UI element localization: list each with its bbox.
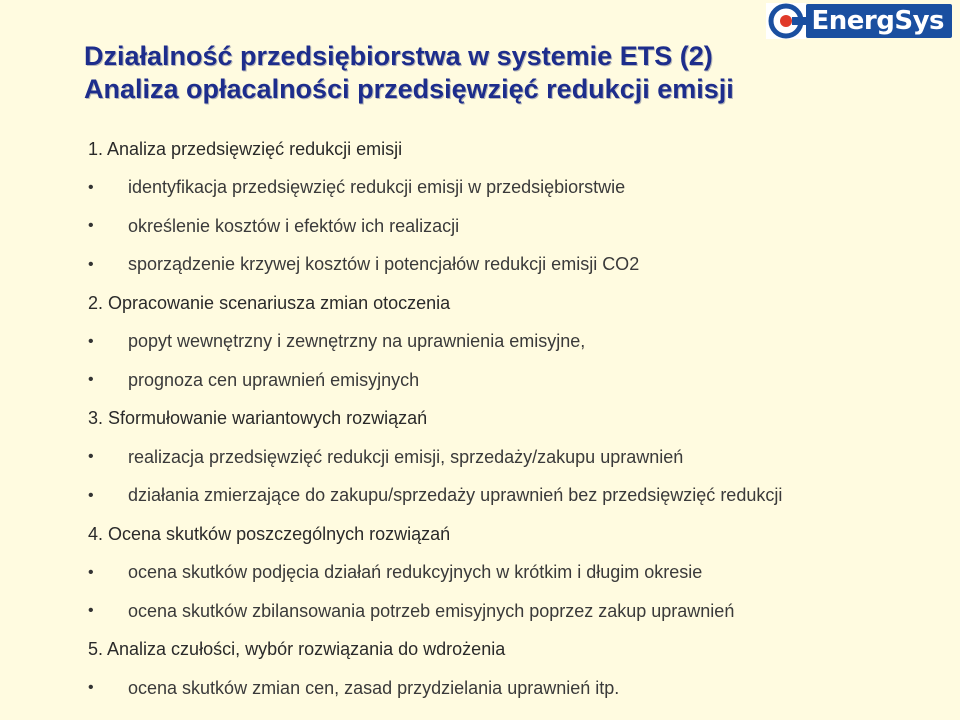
bullet-item-text: popyt wewnętrzny i zewnętrzny na uprawnienia emisyjne, bbox=[128, 331, 586, 352]
bullet-item bbox=[88, 554, 948, 593]
section-heading-text: 5. Analiza czułości, wybór rozwiązania do wdrożenia bbox=[88, 639, 506, 660]
energsys-logo bbox=[766, 2, 953, 40]
bullet-point-icon: • bbox=[88, 486, 94, 504]
section-heading bbox=[88, 130, 948, 169]
bullet-point-icon: • bbox=[88, 563, 94, 581]
slide-content bbox=[88, 130, 948, 708]
bullet-item-text: działania zmierzające do zakupu/sprzedaży uprawnień bez przedsięwzięć redukcji bbox=[128, 485, 783, 506]
bullet-item bbox=[88, 438, 948, 477]
section-heading-text: 1. Analiza przedsięwzięć redukcji emisji bbox=[88, 138, 403, 159]
bullet-point-icon: • bbox=[88, 217, 94, 235]
energsys-logo-text: EnergSys bbox=[806, 4, 953, 38]
bullet-point-icon: • bbox=[88, 332, 94, 350]
bullet-item bbox=[88, 207, 948, 246]
bullet-item-text: ocena skutków podjęcia działań redukcyjnych w krótkim i długim okresie bbox=[128, 562, 703, 583]
section-heading bbox=[88, 284, 948, 323]
bullet-item bbox=[88, 169, 948, 208]
bullet-item-text: ocena skutków zmian cen, zasad przydzielania uprawnień itp. bbox=[128, 677, 620, 698]
bullet-item-text: identyfikacja przedsięwzięć redukcji emisji w przedsiębiorstwie bbox=[128, 177, 626, 198]
bullet-item-text: określenie kosztów i efektów ich realizacji bbox=[128, 215, 460, 236]
bullet-item-text: realizacja przedsięwzięć redukcji emisji, sprzedaży/zakupu uprawnień bbox=[128, 446, 684, 467]
slide-title-line-2: Analiza opłacalności przedsięwzięć redukcji emisji bbox=[84, 74, 734, 104]
bullet-item bbox=[88, 669, 948, 708]
bullet-point-icon: • bbox=[88, 178, 94, 196]
slide-title bbox=[84, 40, 734, 106]
section-heading bbox=[88, 631, 948, 670]
bullet-item-text: sporządzenie krzywej kosztów i potencjałów redukcji emisji CO2 bbox=[128, 254, 640, 275]
bullet-item bbox=[88, 246, 948, 285]
bullet-point-icon: • bbox=[88, 371, 94, 389]
bullet-item bbox=[88, 323, 948, 362]
section-heading bbox=[88, 400, 948, 439]
slide-title-line-1: Działalność przedsiębiorstwa w systemie ETS (2) bbox=[84, 41, 713, 71]
bullet-item bbox=[88, 592, 948, 631]
bullet-point-icon: • bbox=[88, 448, 94, 466]
bullet-point-icon: • bbox=[88, 255, 94, 273]
bullet-item bbox=[88, 361, 948, 400]
bullet-point-icon: • bbox=[88, 679, 94, 697]
section-heading-text: 2. Opracowanie scenariusza zmian otoczenia bbox=[88, 292, 451, 313]
section-heading-text: 4. Ocena skutków poszczególnych rozwiązań bbox=[88, 523, 451, 544]
bullet-item bbox=[88, 477, 948, 516]
section-heading bbox=[88, 515, 948, 554]
bullet-item-text: ocena skutków zbilansowania potrzeb emisyjnych poprzez zakup uprawnień bbox=[128, 600, 735, 621]
bullet-item-text: prognoza cen uprawnień emisyjnych bbox=[128, 369, 420, 390]
energsys-logo-icon bbox=[766, 3, 806, 39]
section-heading-text: 3. Sformułowanie wariantowych rozwiązań bbox=[88, 408, 428, 429]
bullet-point-icon: • bbox=[88, 602, 94, 620]
